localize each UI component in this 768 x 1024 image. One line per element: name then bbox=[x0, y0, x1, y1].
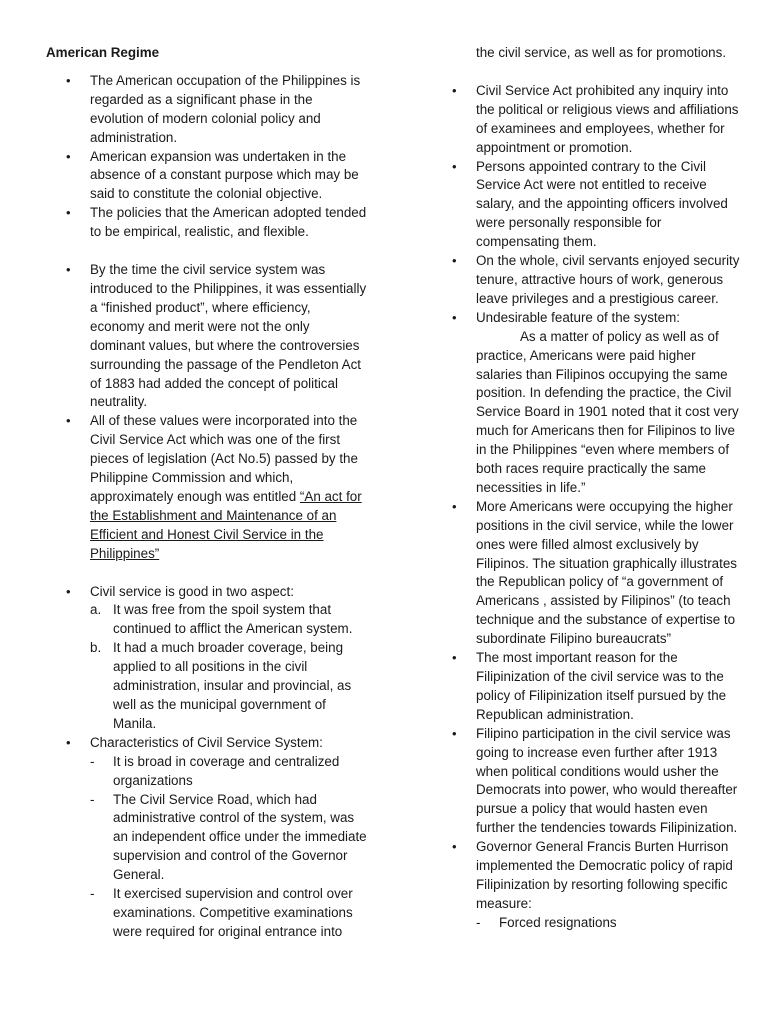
measures-list bbox=[476, 914, 742, 933]
bullet-item: • The policies that the American adopted tended to be empirical, realistic, and flexible. bbox=[46, 204, 368, 242]
bullet-item: • By the time the civil service system was introduced to the Philippines, it was essentially a “finished product”, where efficiency, economy and merit were not the only dominant values, but where the controversies surrounding the passage of the Pendleton Act of 1883 had added the concept of political neutrality. bbox=[46, 261, 368, 412]
spacer bbox=[46, 242, 368, 261]
civil-service-bullets bbox=[46, 261, 368, 564]
left-column bbox=[46, 44, 368, 942]
bullet-item: • More Americans were occupying the higher positions in the civil service, while the lower ones were filled almost exclusively by Filipinos. The situation graphically illustrates the Republican policy of “a government of Americans , assisted by Filipinos” (to teach technique and the substance of expertise to subordinate Filipino bureaucrats” bbox=[432, 498, 742, 649]
characteristic-item bbox=[90, 885, 368, 942]
measure-text: Forced resignations bbox=[499, 914, 617, 930]
list-marker: - bbox=[90, 753, 95, 769]
characteristic-text: The Civil Service Road, which had administrative control of the system, was an independent office under the immediate supervision and control of the Governor General. bbox=[113, 791, 367, 883]
spacer bbox=[432, 63, 742, 82]
aspect-item bbox=[90, 601, 368, 639]
characteristic-item bbox=[90, 753, 368, 791]
bullet-item: • Persons appointed contrary to the Civil Service Act were not entitled to receive salary, and the appointing officers involved were personally responsible for compensating them. bbox=[432, 158, 742, 253]
bullet-item: • On the whole, civil servants enjoyed security tenure, attractive hours of work, generous leave privileges and a prestigious career. bbox=[432, 252, 742, 309]
aspect-item bbox=[90, 639, 368, 734]
intro-bullets bbox=[46, 72, 368, 242]
bullet-item-act bbox=[46, 412, 368, 563]
characteristic-text: It exercised supervision and control over examinations. Competitive examinations were required for original entrance into bbox=[113, 886, 353, 939]
bullet-item: • Civil Service Act prohibited any inquiry into the political or religious views and affiliations of examinees and employees, whether for appointment or promotion. bbox=[432, 82, 742, 158]
undesirable-rest: practice, Americans were paid higher salaries than Filipinos occupying the same position. In defending the practice, the Civil Service Board in 1901 noted that it cost very much for Americans then for Filipinos to live in the Philippines “even where members of both races require practically the same necessities in life.” bbox=[476, 347, 739, 495]
right-bullets bbox=[432, 82, 742, 933]
act-title: “An act for the Establishment and Maintenance of an Efficient and Honest Civil Service in the Philippines” bbox=[90, 488, 362, 561]
bullet-item-undesirable bbox=[432, 309, 742, 498]
bullet-item: • American expansion was undertaken in the absence of a constant purpose which may be said to constitute the colonial objective. bbox=[46, 148, 368, 205]
continuation-text: the civil service, as well as for promotions. bbox=[476, 45, 727, 60]
list-marker: a. bbox=[90, 602, 102, 618]
spacer bbox=[46, 564, 368, 583]
act-text: All of these values were incorporated into the Civil Service Act which was one of the first pieces of legislation (Act No.5) passed by the Philippine Commission and which, approximately enough was entitled bbox=[90, 413, 358, 504]
bullet-item: • The American occupation of the Philippines is regarded as a significant phase in the evolution of modern colonial policy and administration. bbox=[46, 72, 368, 148]
bullet-item-characteristics bbox=[46, 734, 368, 942]
list-marker: - bbox=[90, 886, 95, 902]
page-title: American Regime bbox=[46, 45, 160, 60]
bullet-item-aspect bbox=[46, 583, 368, 734]
characteristics-intro: Characteristics of Civil Service System: bbox=[90, 734, 323, 750]
bullet-item-governor bbox=[432, 838, 742, 933]
aspect-text: It had a much broader coverage, being applied to all positions in the civil administration, insular and provincial, as well as the municipal government of Manila. bbox=[113, 640, 352, 731]
governor-text: Governor General Francis Burten Hurrison implemented the Democratic policy of rapid Filipinization by resorting following specific measure: bbox=[476, 839, 733, 911]
bullet-item: • Filipino participation in the civil service was going to increase even further after 1913 when political conditions would usher the Democrats into power, who would thereafter pursue a policy that would hasten even further the tendencies towards Filipinization. bbox=[432, 725, 742, 838]
characteristics-list bbox=[90, 753, 368, 942]
aspect-text: It was free from the spoil system that continued to afflict the American system. bbox=[113, 602, 353, 637]
characteristic-text: It is broad in coverage and centralized organizations bbox=[113, 753, 340, 788]
characteristic-item bbox=[90, 791, 368, 886]
list-marker: - bbox=[476, 914, 481, 930]
aspect-bullets bbox=[46, 583, 368, 942]
aspect-list bbox=[90, 601, 368, 733]
list-marker: - bbox=[90, 791, 95, 807]
list-marker: b. bbox=[90, 640, 102, 656]
undesirable-lead: As a matter of policy as well as of bbox=[520, 328, 719, 344]
bullet-item: • The most important reason for the Filipinization of the civil service was to the policy of Filipinization itself pursued by the Republican administration. bbox=[432, 649, 742, 725]
undesirable-intro: Undesirable feature of the system: bbox=[476, 309, 680, 325]
right-column bbox=[432, 44, 742, 933]
aspect-intro: Civil service is good in two aspect: bbox=[90, 583, 294, 599]
measure-item bbox=[476, 914, 742, 933]
